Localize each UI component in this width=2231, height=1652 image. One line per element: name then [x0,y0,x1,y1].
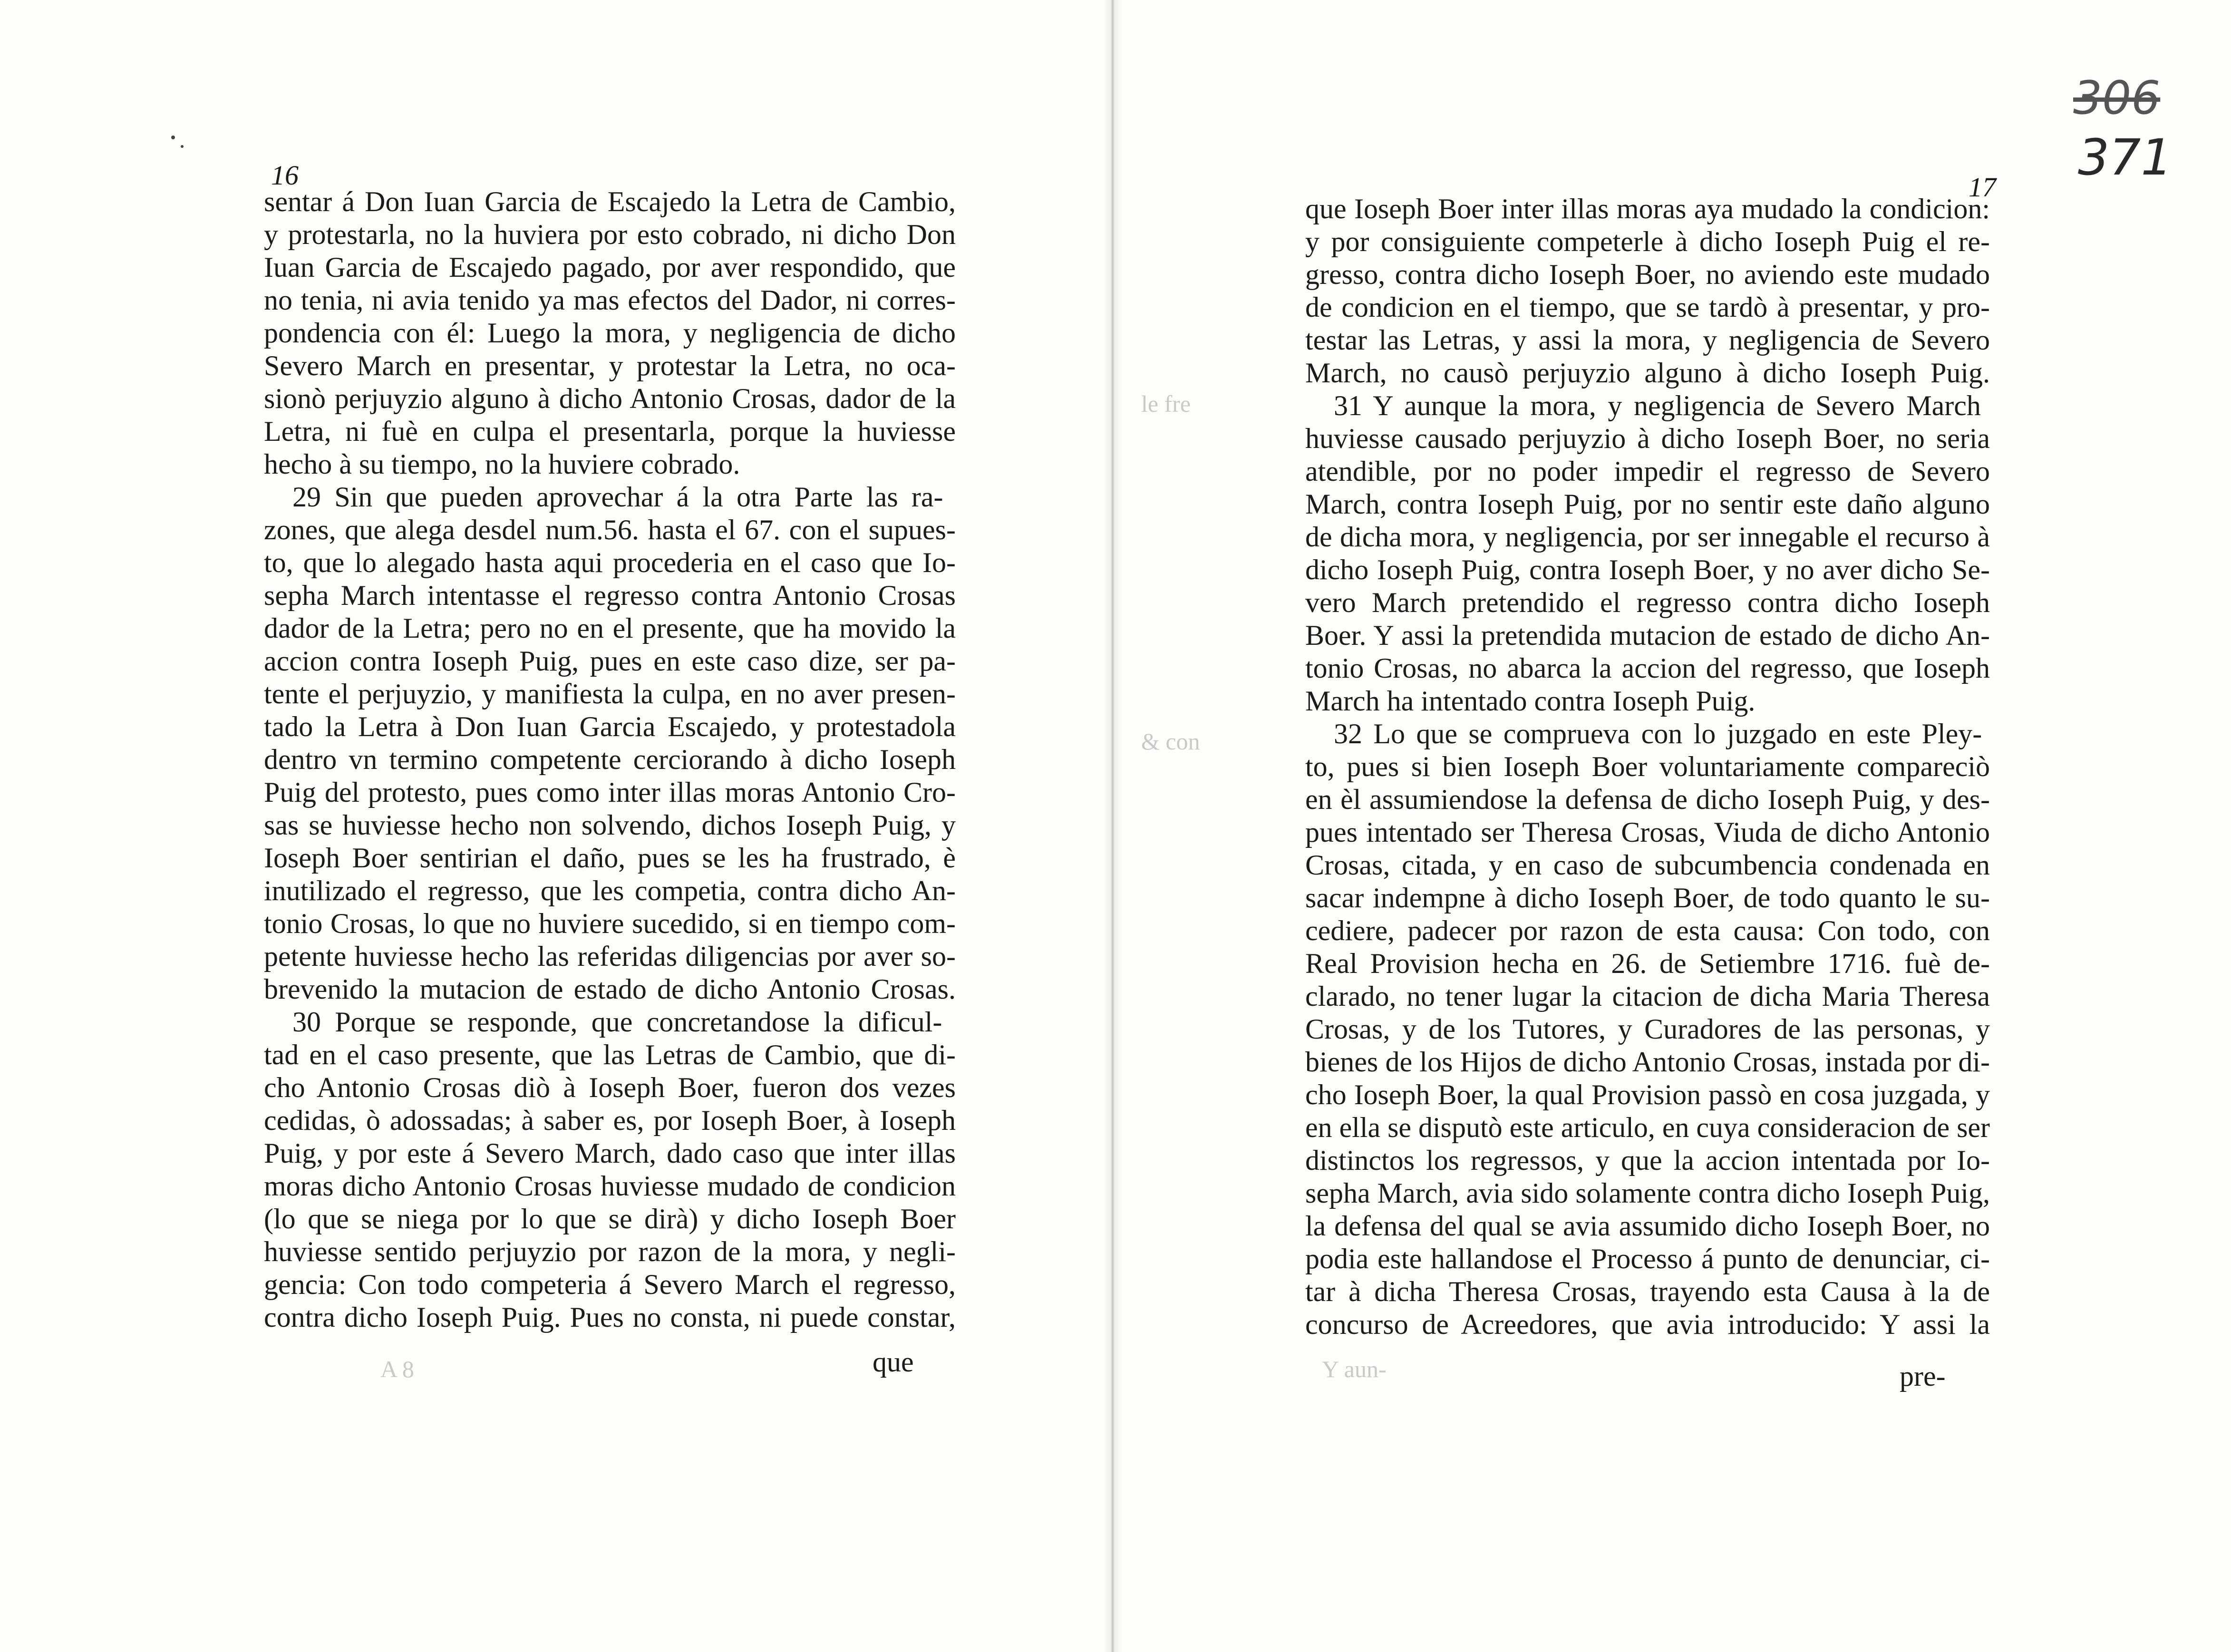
text-line: que Ioseph Boer inter illas moras aya mudado la condicion: [1305,193,1990,224]
text-line: zones, que alega desdel num.56. hasta el 67. con el supues- [264,514,956,545]
text-line: sepha March intentasse el regresso contra Antonio Crosas [264,580,956,611]
text-line: tad en el caso presente, que las Letras de Cambio, que di- [264,1039,956,1070]
catchword-left: que [873,1346,914,1378]
folio-old-crossed: 306 [2073,71,2161,125]
text-line: Iuan Garcia de Escajedo pagado, por aver respondido, que [264,252,956,283]
text-line: huviesse sentido perjuyzio por razon de la mora, y negli- [264,1236,956,1267]
text-line: dicho Ioseph Puig, contra Ioseph Boer, y no aver dicho Se- [1305,554,1990,585]
text-line: sacar indempne à dicho Ioseph Boer, de todo quanto le su- [1305,882,1990,913]
text-line: de condicion en el tiempo, que se tardò à presentar, y pro- [1305,292,1990,323]
text-line: cho Antonio Crosas diò à Ioseph Boer, fueron dos vezes [264,1072,956,1103]
text-line: y protestarla, no la huviera por esto cobrado, ni dicho Don [264,219,956,250]
text-line: Puig, y por este á Severo March, dado caso que inter illas [264,1137,956,1169]
text-line: podia este hallandose el Processo á punto de denunciar, ci- [1305,1243,1990,1274]
text-line: Ioseph Boer sentirian el daño, pues se les ha frustrado, è [264,842,956,874]
text-line: 31 Y aunque la mora, y negligencia de Severo March [1334,390,1981,421]
text-line: Crosas, citada, y en caso de subcumbencia condenada en [1305,849,1990,881]
text-line: testar las Letras, y assi la mora, y negligencia de Severo [1305,324,1990,356]
text-line: tonio Crosas, no abarca la accion del regresso, que Ioseph [1305,652,1990,684]
text-line: gresso, contra dicho Ioseph Boer, no aviendo este mudado [1305,259,1990,290]
text-line: tado la Letra à Don Iuan Garcia Escajedo, y protestadola [264,711,956,742]
folio-number: 371 [2078,128,2173,186]
text-line: sentar á Don Iuan Garcia de Escajedo la Letra de Cambio, [264,186,956,217]
text-line: March, contra Ioseph Puig, por no sentir este daño alguno [1305,488,1990,520]
text-line: atendible, por no poder impedir el regresso de Severo [1305,456,1990,487]
right-page-text [1305,193,1990,1341]
book-gutter [1103,0,1122,1652]
text-line: to, que lo alegado hasta aqui procederia en el caso que Io- [264,547,956,578]
text-line: en ella se disputò este articulo, en cuya consideracion de ser [1305,1112,1990,1143]
text-line: gencia: Con todo competeria á Severo March el regresso, [264,1269,956,1300]
page-number-right: 17 [1969,172,1996,203]
text-line: hecho à su tiempo, no la huviere cobrado. [264,448,740,480]
text-line: pues intentado ser Theresa Crosas, Viuda de dicho Antonio [1305,816,1990,848]
ink-speck [171,136,175,139]
text-line: March ha intentado contra Ioseph Puig. [1305,685,1756,717]
text-line: cedidas, ò adossadas; à saber es, por Ioseph Boer, à Ioseph [264,1105,956,1136]
text-line: tonio Crosas, lo que no huviere sucedido, si en tiempo com- [264,908,956,939]
catchword-right: pre- [1900,1360,1946,1392]
text-line: 29 Sin que pueden aprovechar á la otra Parte las ra- [292,481,943,513]
text-line: la defensa del qual se avia assumido dicho Ioseph Boer, no [1305,1210,1990,1242]
text-line: Letra, ni fuè en culpa el presentarla, porque la huviesse [264,416,956,447]
text-line: dentro vn termino competente cerciorando à dicho Ioseph [264,744,956,775]
text-line: accion contra Ioseph Puig, pues en este caso dize, ser pa- [264,645,956,677]
page-number-left: 16 [271,160,299,191]
text-line: Boer. Y assi la pretendida mutacion de estado de dicho An- [1305,620,1990,651]
text-line: moras dicho Antonio Crosas huviesse mudado de condicion [264,1170,956,1202]
bleed-through-text: & con [1141,728,1200,755]
text-line: brevenido la mutacion de estado de dicho Antonio Crosas. [264,973,956,1005]
text-line: sionò perjuyzio alguno à dicho Antonio Crosas, dador de la [264,383,956,414]
text-line: (lo que se niega por lo que se dirà) y dicho Ioseph Boer [264,1203,956,1234]
text-line: de dicha mora, y negligencia, por ser innegable el recurso à [1305,521,1990,553]
text-line: distinctos los regressos, y que la accion intentada por Io- [1305,1145,1990,1176]
text-line: 32 Lo que se comprueva con lo juzgado en este Pley- [1334,718,1982,749]
left-page-text [264,185,956,1334]
text-line: concurso de Acreedores, que avia introducido: Y assi la [1305,1309,1990,1340]
text-line: contra dicho Ioseph Puig. Pues no consta, ni puede constar, [264,1302,956,1333]
text-line: dador de la Letra; pero no en el presente, que ha movido la [264,612,956,644]
text-line: en èl assumiendose la defensa de dicho Ioseph Puig, y des- [1305,784,1990,815]
text-line: bienes de los Hijos de dicho Antonio Crosas, instada por di- [1305,1046,1990,1078]
text-line: vero March pretendido el regresso contra dicho Ioseph [1305,587,1990,618]
text-line: Severo March en presentar, y protestar la Letra, no oca- [264,350,956,381]
text-line: cediere, padecer por razon de esta causa: Con todo, con [1305,915,1990,946]
text-line: no tenia, ni avia tenido ya mas efectos del Dador, ni corres- [264,284,956,316]
text-line: to, pues si bien Ioseph Boer voluntariamente compareciò [1305,751,1990,782]
text-line: Puig del protesto, pues como inter illas moras Antonio Cro- [264,777,956,808]
text-line: inutilizado el regresso, que les competia, contra dicho An- [264,875,956,906]
text-line: Real Provision hecha en 26. de Setiembre 1716. fuè de- [1305,948,1990,979]
text-line: y por consiguiente competerle à dicho Ioseph Puig el re- [1305,226,1990,257]
text-line: sepha March, avia sido solamente contra dicho Ioseph Puig, [1305,1177,1990,1209]
text-line: cho Ioseph Boer, la qual Provision passò en cosa juzgada, y [1305,1079,1990,1110]
text-line: Crosas, y de los Tutores, y Curadores de las personas, y [1305,1013,1990,1045]
ink-speck [181,145,184,148]
text-line: huviesse causado perjuyzio à dicho Ioseph Boer, no seria [1305,423,1990,454]
bleed-through-text: Y aun- [1322,1356,1387,1382]
text-line: clarado, no tener lugar la citacion de dicha Maria Theresa [1305,981,1990,1012]
bleed-through-text: le fre [1141,390,1191,417]
text-line: sas se huviesse hecho non solvendo, dichos Ioseph Puig, y [264,809,956,841]
text-line: tar à dicha Theresa Crosas, trayendo esta Causa à la de [1305,1276,1990,1307]
text-line: tente el perjuyzio, y manifiesta la culpa, en no aver presen- [264,678,956,709]
text-line: 30 Porque se responde, que concretandose la dificul- [292,1006,942,1038]
bleed-through-text: A 8 [380,1356,414,1382]
text-line: petente huviesse hecho las referidas diligencias por aver so- [264,941,956,972]
text-line: pondencia con él: Luego la mora, y negligencia de dicho [264,317,956,349]
text-line: March, no causò perjuyzio alguno à dicho Ioseph Puig. [1305,357,1990,389]
